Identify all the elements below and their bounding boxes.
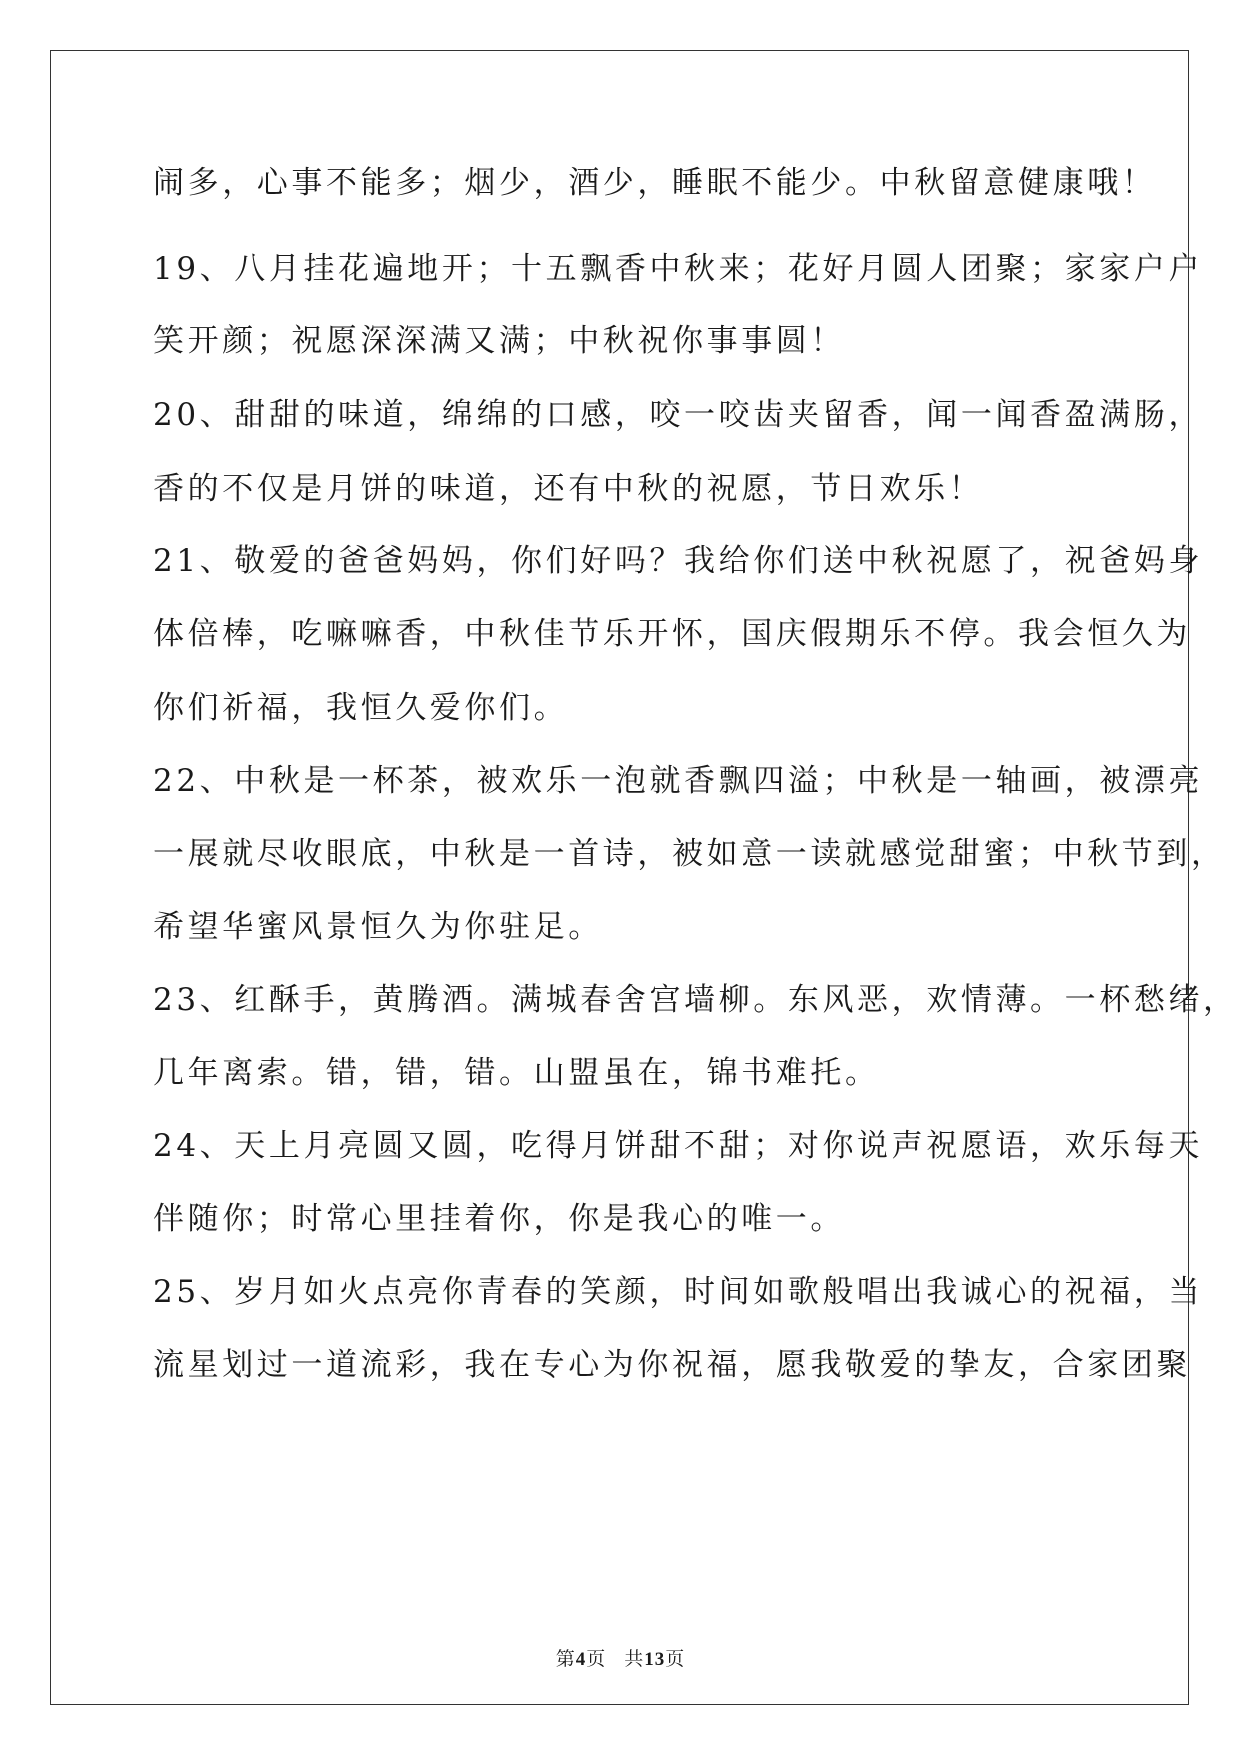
page-number-current: 4 bbox=[575, 1649, 587, 1670]
text-line: 闹多，心事不能多；烟少，酒少，睡眠不能少。中秋留意健康哦！ bbox=[153, 165, 1157, 201]
page-footer bbox=[51, 1647, 1190, 1672]
text-line: 香的不仅是月饼的味道，还有中秋的祝愿，节日欢乐！ bbox=[153, 471, 984, 507]
text-line: 20、甜甜的味道，绵绵的口感，咬一咬齿夹留香，闻一闻香盈满肠， bbox=[153, 397, 1204, 433]
text-line: 25、岁月如火点亮你青春的笑颜，时间如歌般唱出我诚心的祝福，当 bbox=[153, 1274, 1204, 1310]
text-line: 24、天上月亮圆又圆，吃得月饼甜不甜；对你说声祝愿语，欢乐每天 bbox=[153, 1128, 1204, 1164]
page-number-prefix: 第 bbox=[555, 1648, 576, 1670]
text-line: 23、红酥手，黄腾酒。满城春舍宫墙柳。东风恶，欢情薄。一杯愁绪， bbox=[153, 982, 1238, 1018]
text-line: 19、八月挂花遍地开；十五飘香中秋来；花好月圆人团聚；家家户户 bbox=[153, 251, 1204, 287]
text-line: 伴随你；时常心里挂着你，你是我心的唯一。 bbox=[153, 1201, 845, 1237]
text-line: 22、中秋是一杯茶，被欢乐一泡就香飘四溢；中秋是一轴画，被漂亮 bbox=[153, 763, 1204, 799]
page-total-label: 页 bbox=[665, 1648, 686, 1670]
text-line: 几年离索。错，错，错。山盟虽在，锦书难托。 bbox=[153, 1055, 880, 1091]
page-total-prefix: 共 bbox=[624, 1648, 645, 1670]
text-line: 希望华蜜风景恒久为你驻足。 bbox=[153, 909, 603, 945]
page-number-label: 页 bbox=[586, 1648, 607, 1670]
page-frame bbox=[50, 50, 1238, 1705]
text-line: 体倍棒，吃嘛嘛香，中秋佳节乐开怀，国庆假期乐不停。我会恒久为 bbox=[153, 616, 1191, 652]
text-line: 你们祈福，我恒久爱你们。 bbox=[153, 690, 569, 726]
text-line: 笑开颜；祝愿深深满又满；中秋祝你事事圆！ bbox=[153, 323, 845, 359]
text-line: 流星划过一道流彩，我在专心为你祝福，愿我敬爱的挚友，合家团聚 bbox=[153, 1347, 1191, 1383]
text-line: 一展就尽收眼底，中秋是一首诗，被如意一读就感觉甜蜜；中秋节到， bbox=[153, 836, 1226, 872]
page-number-total: 13 bbox=[644, 1649, 666, 1670]
text-line: 21、敬爱的爸爸妈妈，你们好吗？我给你们送中秋祝愿了，祝爸妈身 bbox=[153, 543, 1204, 579]
